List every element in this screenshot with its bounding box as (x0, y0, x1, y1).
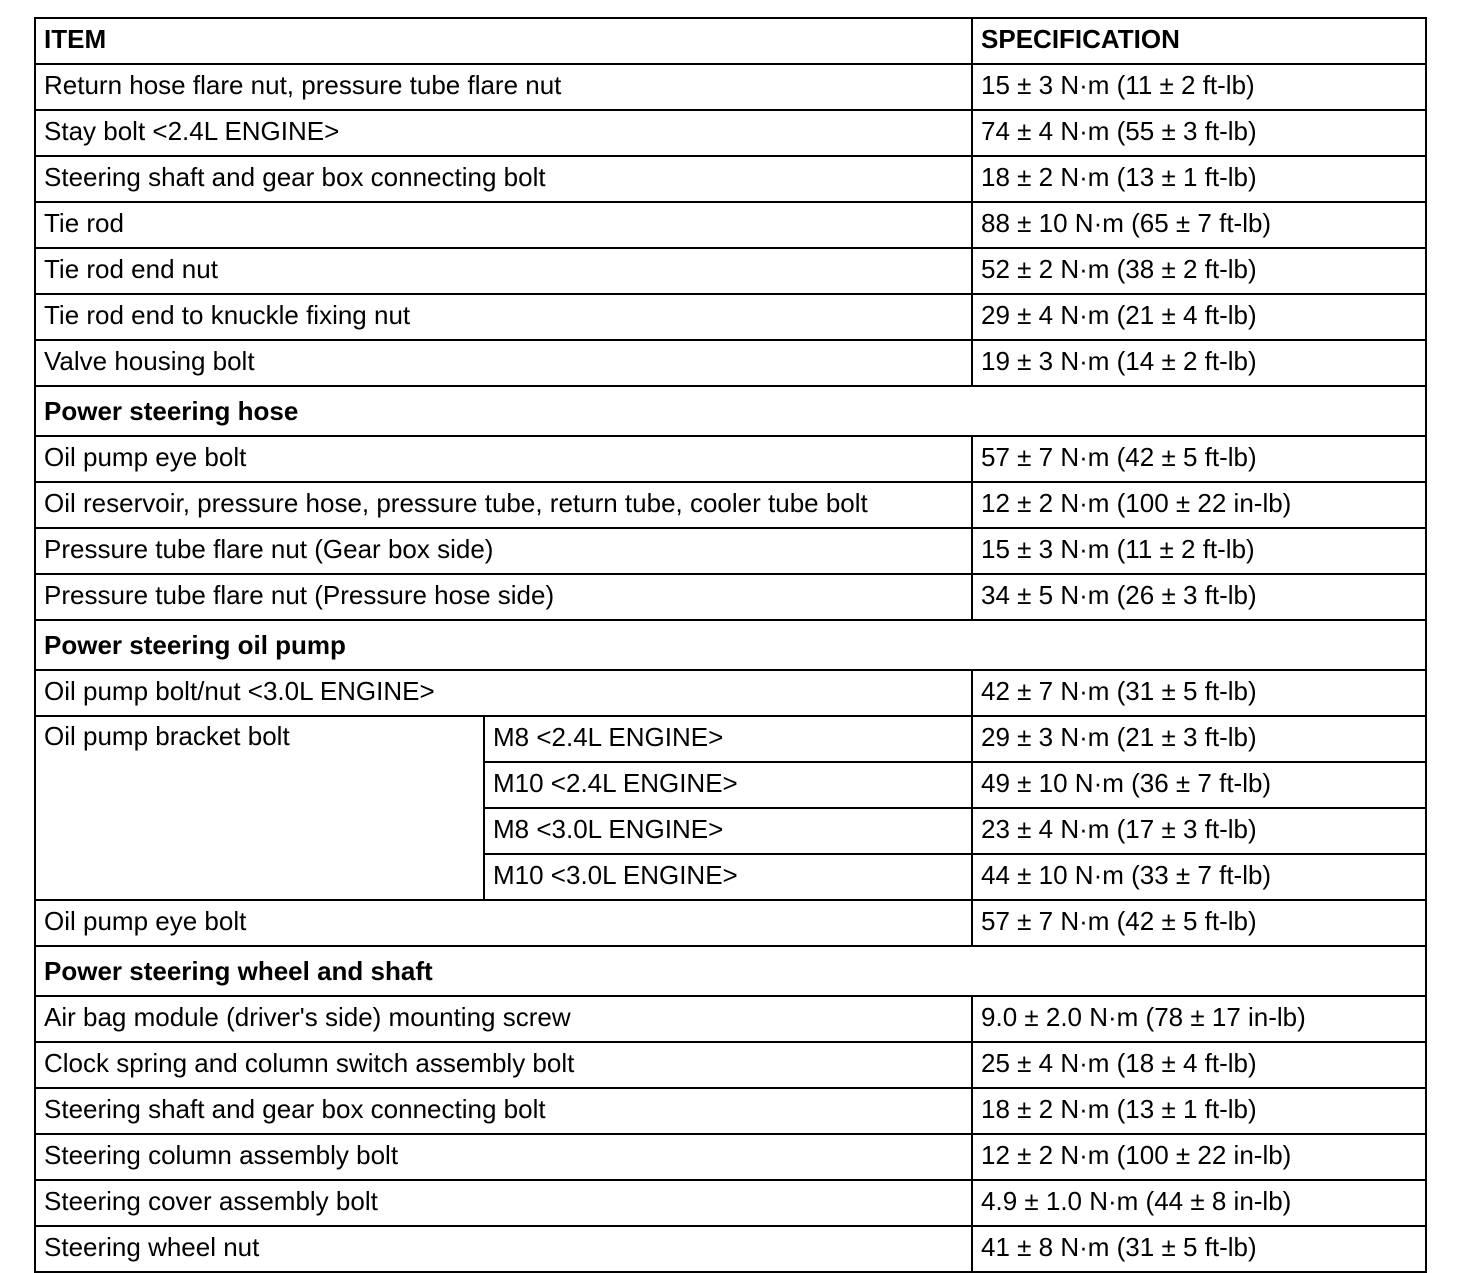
spec-cell: 34 ± 5 N·m (26 ± 3 ft-lb) (972, 574, 1426, 620)
item-cell: Valve housing bolt (35, 340, 972, 386)
item-cell: Oil pump bolt/nut <3.0L ENGINE> (35, 670, 972, 716)
spec-cell: 57 ± 7 N·m (42 ± 5 ft-lb) (972, 436, 1426, 482)
spec-cell: 12 ± 2 N·m (100 ± 22 in-lb) (972, 482, 1426, 528)
spec-cell: 18 ± 2 N·m (13 ± 1 ft-lb) (972, 156, 1426, 202)
spec-cell: 12 ± 2 N·m (100 ± 22 in-lb) (972, 1134, 1426, 1180)
section-row-power-steering-oil-pump (35, 620, 1426, 670)
torque-spec-table (34, 17, 1427, 1273)
table-row (35, 574, 1426, 620)
item-cell: Air bag module (driver's side) mounting screw (35, 996, 972, 1042)
item-cell: Tie rod end to knuckle fixing nut (35, 294, 972, 340)
section-title: Power steering oil pump (35, 620, 1426, 670)
table-header-row (35, 18, 1426, 64)
table-row (35, 156, 1426, 202)
spec-cell: 29 ± 3 N·m (21 ± 3 ft-lb) (972, 716, 1426, 762)
sub-item-cell: M8 <3.0L ENGINE> (484, 808, 972, 854)
item-cell: Stay bolt <2.4L ENGINE> (35, 110, 972, 156)
spec-cell: 19 ± 3 N·m (14 ± 2 ft-lb) (972, 340, 1426, 386)
table-row (35, 482, 1426, 528)
spec-cell: 74 ± 4 N·m (55 ± 3 ft-lb) (972, 110, 1426, 156)
section-title: Power steering hose (35, 386, 1426, 436)
sub-item-cell: M10 <2.4L ENGINE> (484, 762, 972, 808)
spec-cell: 4.9 ± 1.0 N·m (44 ± 8 in-lb) (972, 1180, 1426, 1226)
table-row (35, 202, 1426, 248)
spec-cell: 9.0 ± 2.0 N·m (78 ± 17 in-lb) (972, 996, 1426, 1042)
item-cell: Tie rod end nut (35, 248, 972, 294)
table-row (35, 670, 1426, 716)
table-row (35, 716, 1426, 762)
item-cell: Pressure tube flare nut (Pressure hose side) (35, 574, 972, 620)
spec-cell: 15 ± 3 N·m (11 ± 2 ft-lb) (972, 528, 1426, 574)
spec-cell: 49 ± 10 N·m (36 ± 7 ft-lb) (972, 762, 1426, 808)
spec-cell: 25 ± 4 N·m (18 ± 4 ft-lb) (972, 1042, 1426, 1088)
table-row (35, 1088, 1426, 1134)
spec-cell: 23 ± 4 N·m (17 ± 3 ft-lb) (972, 808, 1426, 854)
spec-cell: 42 ± 7 N·m (31 ± 5 ft-lb) (972, 670, 1426, 716)
spec-cell: 15 ± 3 N·m (11 ± 2 ft-lb) (972, 64, 1426, 110)
item-cell: Tie rod (35, 202, 972, 248)
table-row (35, 996, 1426, 1042)
item-cell: Pressure tube flare nut (Gear box side) (35, 528, 972, 574)
item-cell: Steering shaft and gear box connecting bolt (35, 1088, 972, 1134)
table-row (35, 436, 1426, 482)
table-row (35, 1134, 1426, 1180)
sub-item-cell: M10 <3.0L ENGINE> (484, 854, 972, 900)
table-row (35, 340, 1426, 386)
section-title: Power steering wheel and shaft (35, 946, 1426, 996)
item-cell: Steering shaft and gear box connecting bolt (35, 156, 972, 202)
spec-cell: 18 ± 2 N·m (13 ± 1 ft-lb) (972, 1088, 1426, 1134)
table-row (35, 528, 1426, 574)
item-cell: Steering wheel nut (35, 1226, 972, 1272)
item-cell: Return hose flare nut, pressure tube flare nut (35, 64, 972, 110)
spec-cell: 41 ± 8 N·m (31 ± 5 ft-lb) (972, 1226, 1426, 1272)
spec-cell: 29 ± 4 N·m (21 ± 4 ft-lb) (972, 294, 1426, 340)
spec-cell: 88 ± 10 N·m (65 ± 7 ft-lb) (972, 202, 1426, 248)
table-row (35, 110, 1426, 156)
item-cell: Oil reservoir, pressure hose, pressure tube, return tube, cooler tube bolt (35, 482, 972, 528)
section-row-power-steering-wheel-and-shaft (35, 946, 1426, 996)
spec-cell: 52 ± 2 N·m (38 ± 2 ft-lb) (972, 248, 1426, 294)
table-row (35, 1180, 1426, 1226)
section-row-power-steering-hose (35, 386, 1426, 436)
table-row (35, 248, 1426, 294)
table-row (35, 1226, 1426, 1272)
item-cell: Steering column assembly bolt (35, 1134, 972, 1180)
item-cell: Clock spring and column switch assembly bolt (35, 1042, 972, 1088)
item-cell: Oil pump eye bolt (35, 900, 972, 946)
item-cell: Oil pump eye bolt (35, 436, 972, 482)
table-row (35, 64, 1426, 110)
spec-cell: 57 ± 7 N·m (42 ± 5 ft-lb) (972, 900, 1426, 946)
bracket-bolt-item-cell: Oil pump bracket bolt (35, 716, 484, 900)
table-row (35, 900, 1426, 946)
table-row (35, 1042, 1426, 1088)
spec-cell: 44 ± 10 N·m (33 ± 7 ft-lb) (972, 854, 1426, 900)
item-cell: Steering cover assembly bolt (35, 1180, 972, 1226)
specification-column-header: SPECIFICATION (972, 18, 1426, 64)
sub-item-cell: M8 <2.4L ENGINE> (484, 716, 972, 762)
table-row (35, 294, 1426, 340)
item-column-header: ITEM (35, 18, 972, 64)
